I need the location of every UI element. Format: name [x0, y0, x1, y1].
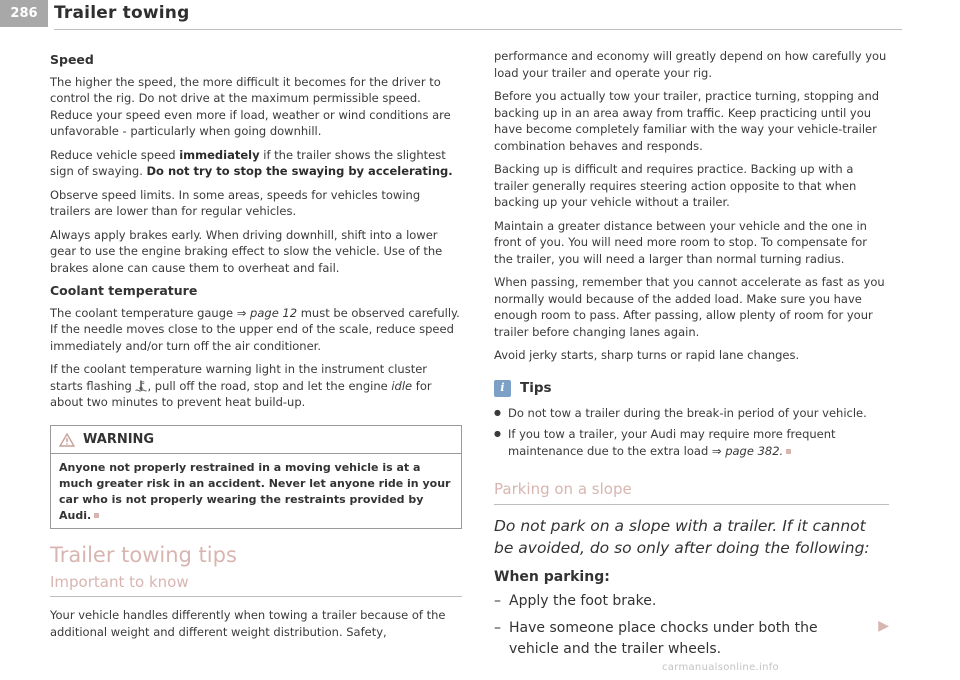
- speed-heading: Speed: [50, 52, 94, 67]
- coolant-paragraph-2: [50, 361, 462, 411]
- warning-header: [51, 426, 461, 455]
- text-run: for about two minutes to prevent heat build-up.: [50, 378, 432, 409]
- text-run: The coolant temperature gauge: [50, 305, 237, 320]
- tip-item: ● Do not tow a trailer during the break-in period of your vehicle.: [494, 405, 889, 422]
- text-run: If the coolant temperature warning light in the instrument cluster starts flashing: [50, 362, 428, 393]
- cross-ref-arrow: ⇒: [711, 443, 722, 458]
- tip-item: [494, 426, 889, 459]
- right-paragraph-6: Avoid jerky starts, sharp turns or rapid lane changes.: [494, 348, 800, 362]
- tips-header: [494, 380, 889, 397]
- speed-paragraph-4: Always apply brakes early. When driving downhill, shift into a lower gear to use the engine braking effect to slow the vehicle. Use of the brakes alone can cause them to overheat and fail.: [50, 227, 443, 275]
- coolant-heading: Coolant temperature: [50, 283, 198, 298]
- right-paragraph-1: performance and economy will greatly depend on how carefully you load your trailer and operate your rig.: [494, 49, 887, 80]
- left-column: [50, 48, 462, 647]
- parking-lead-text: Do not park on a slope with a trailer. If it cannot be avoided, do so only after doing the following:: [494, 516, 870, 557]
- right-paragraph-5: When passing, remember that you cannot accelerate as fast as you normally would because of the added load. Make sure you have enough room to pass. After passing, allow plenty of room for your trailer before changing lanes again.: [494, 275, 885, 339]
- emphasis-no-accelerating: Do not try to stop the swaying by accelerating.: [146, 164, 453, 178]
- parking-on-slope-title: Parking on a slope: [494, 481, 889, 505]
- section-end-marker: [786, 449, 791, 454]
- parking-step: [494, 618, 889, 660]
- page-title: Trailer towing: [54, 3, 190, 23]
- page-reference-link[interactable]: page 382.: [721, 443, 784, 458]
- tips-title: Tips: [520, 379, 552, 396]
- text-run: Reduce vehicle speed: [50, 147, 180, 162]
- speed-paragraph-1: The higher the speed, the more difficult it becomes for the driver to control the rig. Do not drive at the maximum permissible speed. Reduce your speed even more if load, weather or wind conditions are unfavorable - particularly when going downhill.: [50, 74, 451, 138]
- continue-arrow-icon: ▶: [878, 618, 889, 634]
- right-paragraph-2: Before you actually tow your trailer, practice turning, stopping and backing up in an area away from traffic. Keep practicing until you have become completely familiar with the way your vehicle-trailer combination behaves and responds.: [494, 89, 880, 153]
- right-paragraph-3: Backing up is difficult and requires practice. Backing up with a trailer generally requires steering action opposite to that when backing up your vehicle without a trailer.: [494, 162, 857, 209]
- text-run: If you tow a trailer, your Audi may require more frequent maintenance due to the extra load: [508, 427, 836, 458]
- right-paragraph-4: Maintain a greater distance between your vehicle and the one in front of you. You will need more room to stop. To compensate for the trailer, you will need a larger than normal turning radius.: [494, 218, 867, 266]
- section-end-marker: [94, 513, 99, 518]
- text-run: must be observed carefully. If the needle moves close to the upper end of the scale, reduce speed immediately and/or turn off the air conditioner.: [50, 305, 460, 353]
- page-header: [0, 0, 960, 34]
- text-run: if the trailer shows the slightest sign of swaying.: [50, 147, 446, 178]
- warning-text: [51, 454, 461, 528]
- emphasis-immediately: immediately: [179, 147, 260, 162]
- step-text: Have someone place chocks under both the vehicle and the trailer wheels.: [509, 620, 818, 657]
- tip-info-icon: i: [494, 380, 511, 397]
- warning-box: [50, 425, 462, 530]
- warning-text-run: Anyone not properly restrained in a moving vehicle is at a much greater risk in an accident. Never let anyone ride in your car who is not properly wearing the restraints provided by Audi.: [59, 461, 451, 522]
- coolant-paragraph-1: [50, 305, 462, 355]
- watermark: carmanualsonline.info: [662, 662, 779, 673]
- cross-ref-arrow: ⇒: [236, 305, 247, 320]
- header-divider: [54, 29, 902, 30]
- speed-paragraph-3: Observe speed limits. In some areas, speeds for vehicles towing trailers are lower than for regular vehicles.: [50, 187, 421, 218]
- speed-paragraph-2: [50, 147, 462, 180]
- important-to-know-title: Important to know: [50, 574, 462, 598]
- page-reference-link[interactable]: page 12: [246, 305, 298, 320]
- text-run: , pull off the road, stop and let the engine: [147, 378, 392, 393]
- warning-triangle-icon: [59, 433, 75, 447]
- trailer-towing-tips-title: Trailer towing tips: [50, 543, 237, 567]
- important-paragraph-1: Your vehicle handles differently when towing a trailer because of the additional weight and different weight distribution. Safety,: [50, 608, 446, 639]
- coolant-temperature-icon: [135, 380, 147, 392]
- warning-title: WARNING: [83, 431, 155, 447]
- emphasis-idle: idle: [391, 378, 413, 393]
- parking-step: – Apply the foot brake.: [494, 591, 889, 612]
- right-column: [494, 48, 889, 666]
- page-number: 286: [0, 0, 48, 27]
- when-parking-heading: When parking:: [494, 568, 610, 585]
